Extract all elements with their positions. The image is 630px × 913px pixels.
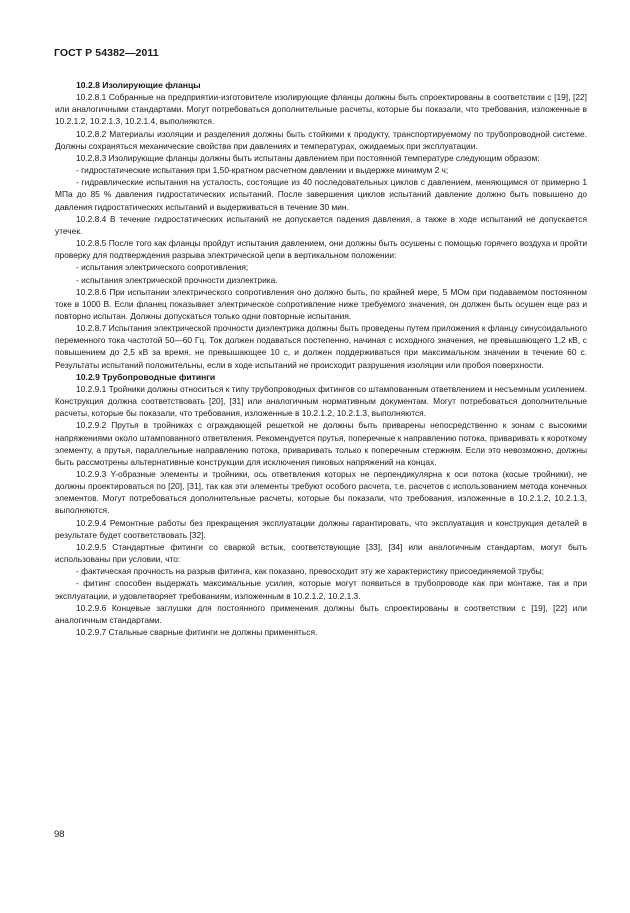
paragraph-10-2-8-7: 10.2.8.7 Испытания электрической прочности диэлектрика должны быть проведены путем приложения к фланцу синусоидального переменного тока частотой 50—60 Гц. Ток должен подаваться постепенно, начиная с исходного значения, не превышающего 1,2 кВ, с повышением до 2,5 кВ за время, не превышающее 10 с, и должен поддерживаться при максимальном значении в течение 60 с. Результаты испытаний положительны, если в ходе испытаний не происходит разрушения изоляции или пробоя поверхности. (55, 323, 587, 370)
paragraph-10-2-8-6: 10.2.8.6 При испытании электрического сопротивления оно должно быть, по крайней мере, 5 МОм при подаваемом постоянном токе в 1000 В. Если фланец показывает электрическое сопротивление ниже требуемого значения, он должен быть осушен еще раз и повторно испытан. Должны допускаться только одни повторные испытания. (55, 286, 587, 321)
list-item-resistance-test: - испытания электрического сопротивления; (76, 262, 249, 273)
paragraph-10-2-9-6: 10.2.9.6 Концевые заглушки для постоянного применения должны быть спроектированы в соответствии с [19], [22] или аналогичным стандартами. (55, 602, 587, 625)
list-item-hydrostatic-test: - гидростатические испытания при 1,50-кратном расчетном давлении и выдержке минимум 2 ч; (76, 165, 449, 176)
paragraph-10-2-9-7: 10.2.9.7 Стальные сварные фитинги не должны применяться. (76, 627, 318, 638)
section-heading-pipeline-fittings: 10.2.9 Трубопроводные фитинги (76, 371, 216, 382)
list-item-max-loads: - фитинг способен выдержать максимальные усилия, которые могут появиться в трубопроводе как при монтаже, так и при эксплуатации, и удовлетворяет требованиям, изложенным в 10.2.1.2, 10.2.1.3. (55, 578, 587, 601)
document-header: ГОСТ Р 54382—2011 (54, 47, 159, 59)
document-body (55, 79, 587, 638)
paragraph-10-2-8-1: 10.2.8.1 Собранные на предприятии-изготовителе изолирующие фланцы должны быть спроектированы в соответствии с [19], [22] или аналогичными стандартами. Могут потребоваться дополнительные расчеты, которые бы показали, что требования, изложенные в 10.2.1.2, 10.2.1.3, 10.2.1.4, выполняются. (55, 92, 587, 127)
paragraph-10-2-9-4: 10.2.9.4 Ремонтные работы без прекращения эксплуатации должны гарантировать, что эксплуатация и конструкция деталей в результате будет соответствовать [32]. (55, 517, 587, 540)
paragraph-10-2-9-2: 10.2.9.2 Прутья в тройниках с ограждающей решеткой не должны быть приварены непосредственно к зонам с высокими напряжениями около штампованного ответвления. Рекомендуется прутья, поперечные к направлению потока, приваривать к короткому элементу, а прутья, параллельные направлению потока, приваривать только к поперечным стержням. Если это невозможно, должны быть рассмотрены альтернативные конструкции для исключения пиковых напряжений на концах. (55, 420, 587, 467)
paragraph-10-2-9-5: 10.2.9.5 Стандартные фитинги со сваркой встык, соответствующие [33], [34] или аналогичным стандартам, могут быть использованы при условии, что: (55, 541, 587, 565)
list-item-fatigue-test: - гидравлические испытания на усталость, состоящие из 40 последовательных циклов с давлением, меняющимся от примерно 1 МПа до 85 % давления гидростатических испытаний. После завершения циклов испытаний давление должно быть повышено до давления гидростатических испытаний и выдерживаться в течение 30 мин. (55, 177, 587, 212)
list-item-tensile-strength: - фактическая прочность на разрыв фитинга, как показано, превосходит эту же характеристику присоединяемой трубы; (76, 566, 545, 577)
list-item-dielectric-test: - испытания электрической прочности диэлектрика. (76, 274, 278, 285)
paragraph-10-2-9-3: 10.2.9.3 Y-образные элементы и тройники, ось ответвления которых не перпендикулярна к оси потока (косые тройники), не должны проектироваться по [20], [31], так как эти элементы требуют особого расчета, т.е. расчетов с использованием метода конечных элементов. Могут потребоваться дополнительные расчеты, которые бы показали, что требования, изложенные в 10.2.1.2, 10.2.1.3, выполняются. (55, 469, 587, 516)
section-heading-insulating-flanges: 10.2.8 Изолирующие фланцы (76, 80, 201, 90)
paragraph-10-2-8-2: 10.2.8.2 Материалы изоляции и разделения должны быть стойкими к продукту, транспортируемому по трубопроводной системе. Должны сохраняться механические свойства при давлениях и температурах, ожидаемых при эксплуатации. (55, 128, 587, 151)
paragraph-10-2-8-5: 10.2.8.5 После того как фланцы пройдут испытания давлением, они должны быть осушены с помощью горячего воздуха и пройти проверку для подтверждения разрыва электрической цепи в вертикальном положении: (55, 238, 587, 261)
paragraph-10-2-9-1: 10.2.9.1 Тройники должны относиться к типу трубопроводных фитингов со штампованным ответвлением и несъемным усилением. Конструкция должна соответствовать [20], [31] или аналогичным нормативным документам. Могут потребоваться дополнительные расчеты, которые бы показали, что требования, изложенные в 10.2.1.2, 10.2.1.3, выполняются. (55, 383, 587, 419)
page-number: 98 (54, 829, 65, 840)
paragraph-10-2-8-3: 10.2.8.3 Изолирующие фланцы должны быть испытаны давлением при постоянной температуре следующим образом: (76, 152, 540, 163)
paragraph-10-2-8-4: 10.2.8.4 В течение гидростатических испытаний не допускается падения давления, а также в ходе испытаний не допускается утечек. (55, 213, 587, 236)
